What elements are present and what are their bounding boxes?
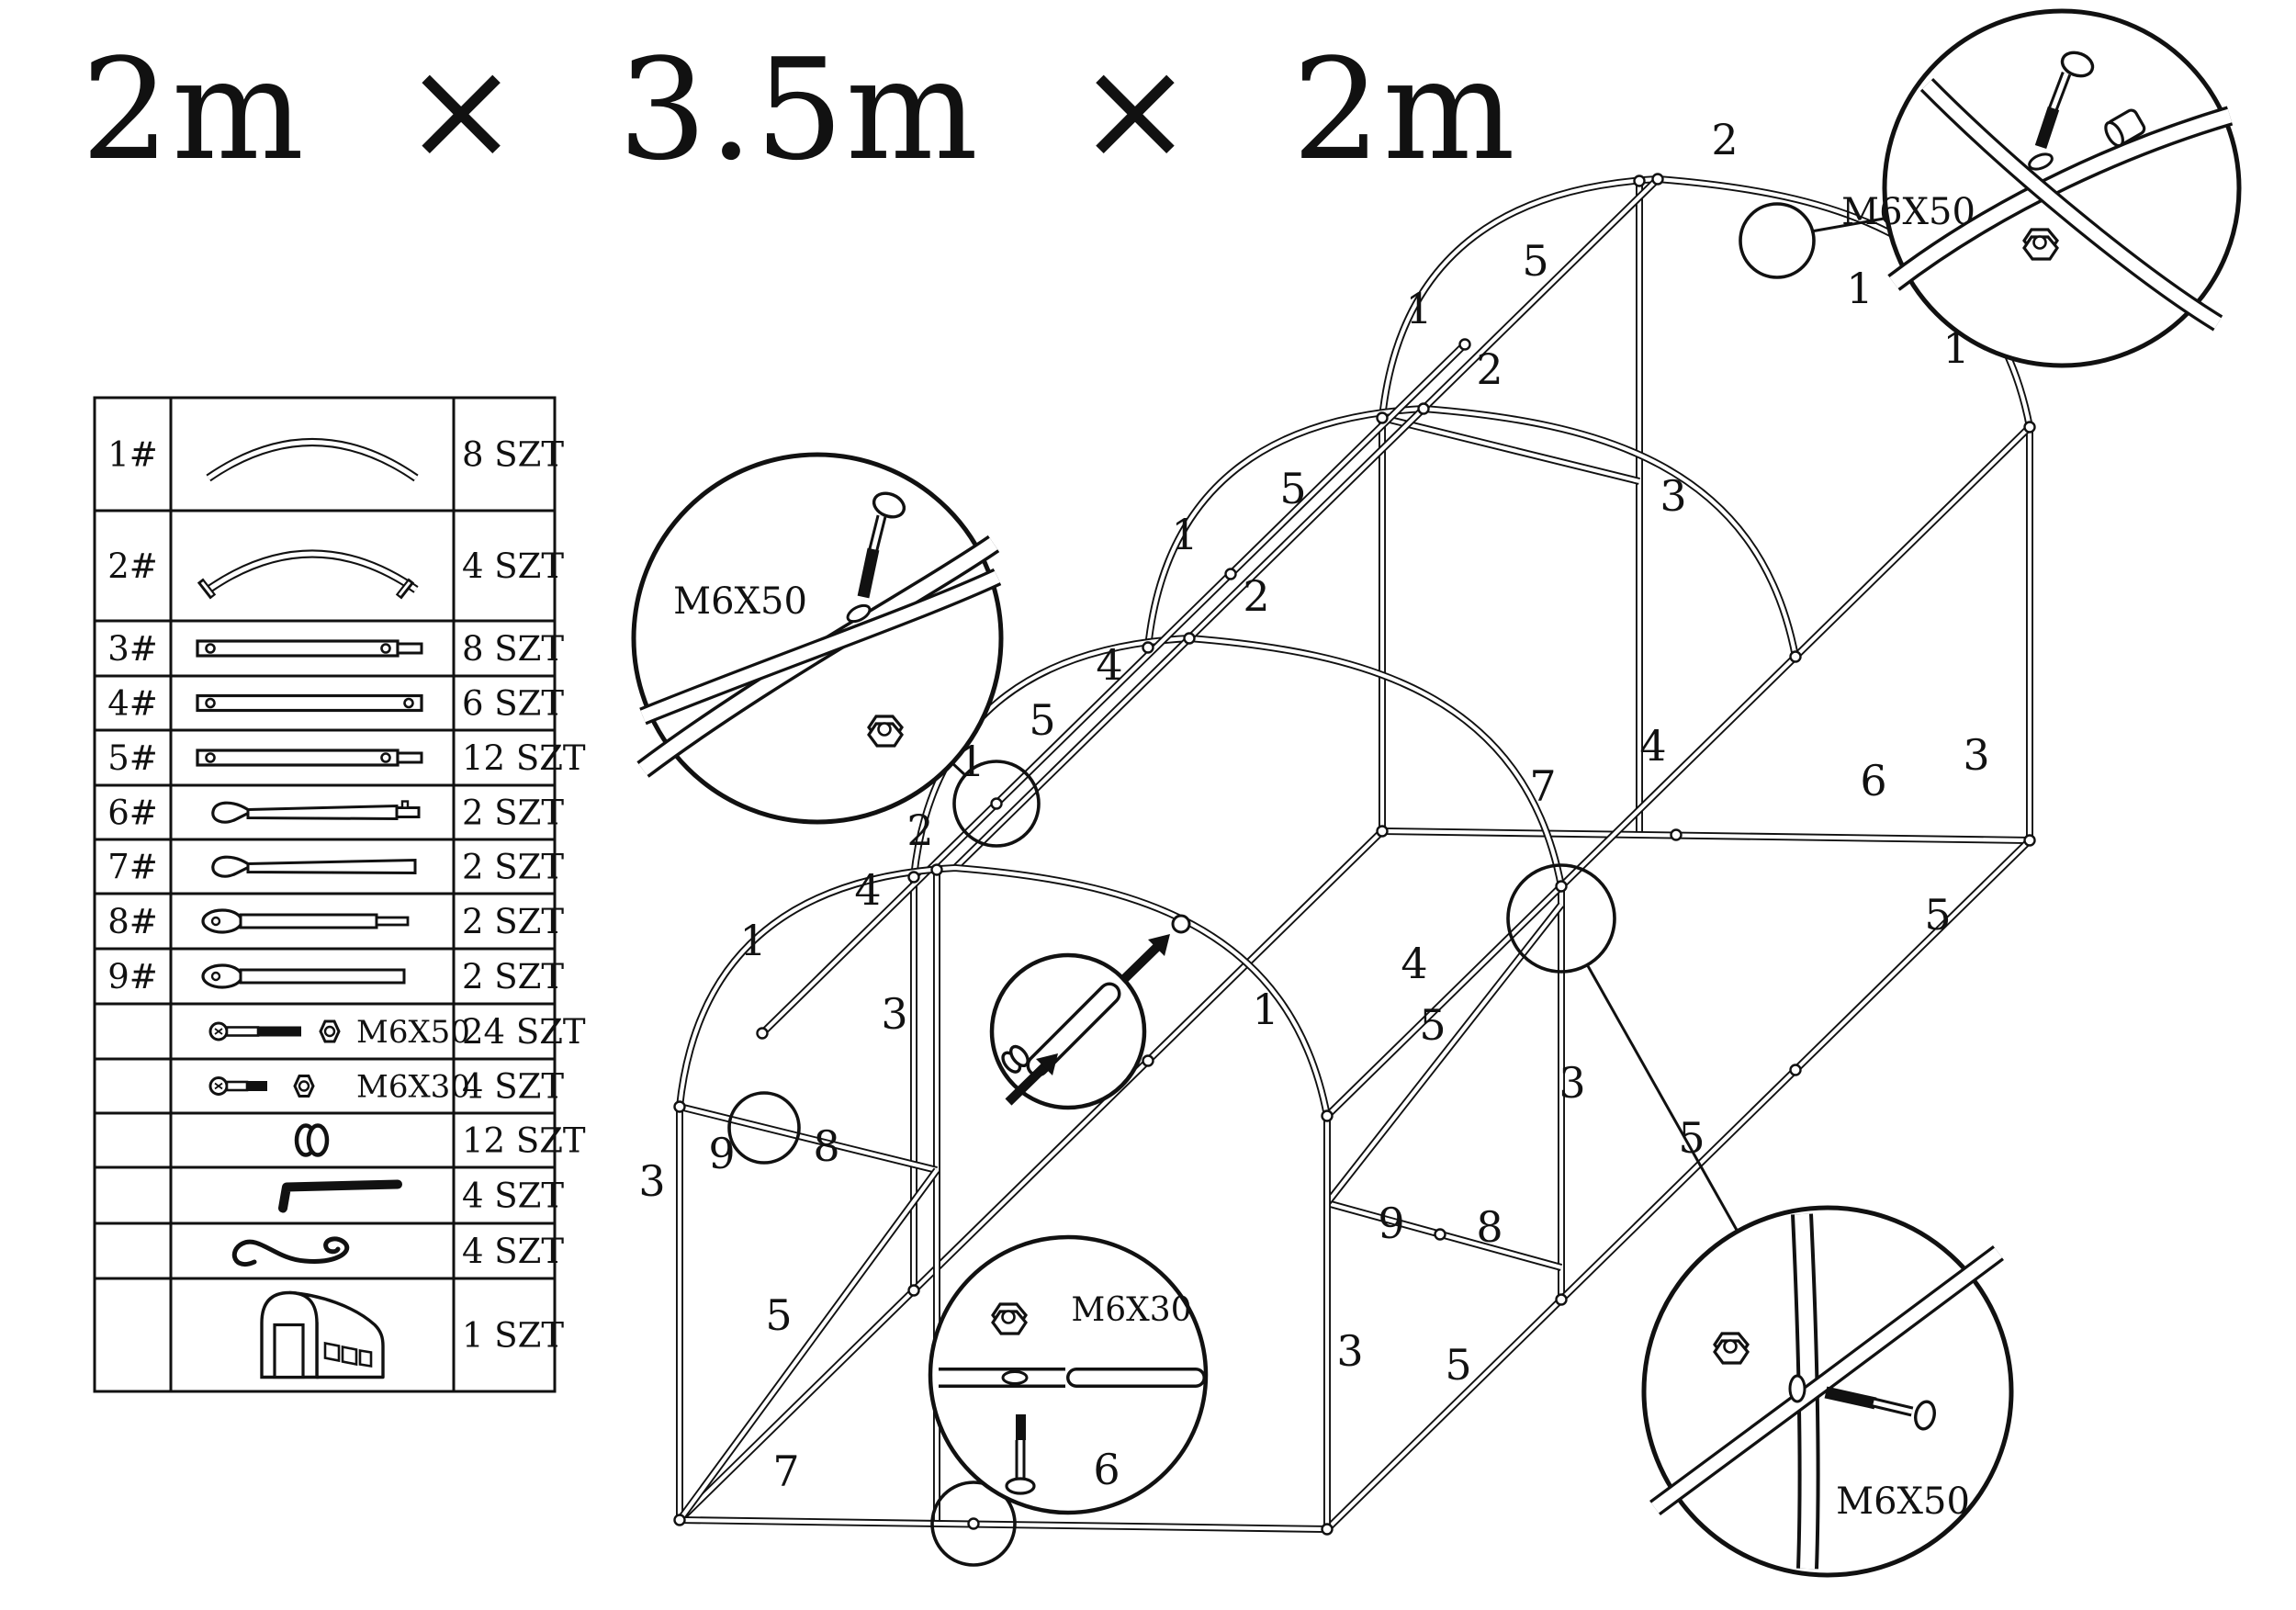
part-number-label: 8 bbox=[1476, 1202, 1503, 1252]
part-id: 4# bbox=[107, 683, 158, 724]
hex-nut bbox=[2024, 230, 2057, 259]
part-number-label: 1 bbox=[1405, 284, 1433, 333]
part-drawing bbox=[197, 750, 422, 765]
joint-ring bbox=[675, 1515, 685, 1526]
part-number-label: 3 bbox=[1660, 471, 1687, 521]
part-id: 1# bbox=[107, 434, 158, 475]
joint-ring bbox=[2025, 836, 2035, 846]
part-number-label: 3 bbox=[1559, 1058, 1586, 1108]
part-id: 7# bbox=[107, 847, 158, 887]
page-title: 2m × 3.5m × 2m bbox=[81, 28, 1517, 191]
joint-ring bbox=[1460, 340, 1470, 350]
part-number-label: 1 bbox=[1846, 264, 1874, 313]
part-quantity: 8 SZT bbox=[462, 629, 565, 669]
part-drawing bbox=[213, 857, 415, 876]
part-quantity: 2 SZT bbox=[462, 847, 565, 887]
part-number-label: 3 bbox=[1963, 730, 1990, 780]
hardware-size-label: M6X50 bbox=[356, 1014, 470, 1051]
part-quantity: 1 SZT bbox=[462, 1315, 565, 1356]
hex-nut bbox=[993, 1304, 1026, 1334]
joint-ring bbox=[1635, 176, 1645, 186]
part-number-label: 5 bbox=[1279, 464, 1307, 513]
part-id: 5# bbox=[107, 738, 158, 778]
part-number-label: 3 bbox=[638, 1156, 666, 1206]
bolt-detail-callout-bottom-right bbox=[1644, 1208, 2011, 1575]
joint-ring bbox=[1143, 643, 1154, 653]
hex-nut bbox=[1715, 1334, 1748, 1363]
callout-leader-line bbox=[1587, 964, 1738, 1232]
callout-label: M6X50 bbox=[1841, 191, 1975, 233]
part-number-label: 3 bbox=[1336, 1326, 1364, 1376]
part-number-label: 9 bbox=[1378, 1199, 1405, 1248]
joint-ring bbox=[1419, 404, 1429, 414]
part-quantity: 8 SZT bbox=[462, 434, 565, 475]
part-drawing bbox=[283, 1185, 398, 1209]
part-quantity: 12 SZT bbox=[462, 1120, 586, 1161]
joint-ring bbox=[1435, 1230, 1446, 1240]
part-number-label: 1 bbox=[1942, 323, 1970, 373]
part-number-label: 6 bbox=[1860, 756, 1887, 805]
part-number-label: 1 bbox=[739, 916, 767, 965]
bolt-detail-callout-bottom-center bbox=[930, 1237, 1206, 1513]
table-row bbox=[95, 1004, 586, 1059]
joint-ring bbox=[909, 873, 919, 883]
part-quantity: 4 SZT bbox=[462, 1232, 565, 1271]
part-number-label: 7 bbox=[772, 1447, 800, 1496]
joint-highlight-circle bbox=[1740, 204, 1814, 277]
part-quantity: 2 SZT bbox=[462, 793, 565, 833]
part-drawing bbox=[213, 802, 419, 823]
parts-table bbox=[95, 398, 586, 1391]
part-id: 3# bbox=[107, 629, 158, 669]
pipe-insert-detail-callout bbox=[992, 916, 1189, 1108]
table-row bbox=[95, 511, 564, 621]
callout-label: M6X30 bbox=[1071, 1291, 1192, 1329]
joint-ring bbox=[1653, 175, 1663, 185]
joint-ring bbox=[932, 865, 942, 875]
insert-arrow bbox=[1122, 916, 1189, 981]
part-quantity: 4 SZT bbox=[462, 1066, 565, 1107]
part-number-label: 2 bbox=[1476, 344, 1503, 394]
part-number-label: 2 bbox=[906, 805, 934, 855]
joint-ring bbox=[1322, 1525, 1333, 1535]
part-id: 2# bbox=[107, 546, 158, 586]
part-quantity: 2 SZT bbox=[462, 902, 565, 941]
part-drawing bbox=[200, 554, 416, 597]
table-row bbox=[95, 785, 564, 839]
joint-ring bbox=[1226, 569, 1236, 580]
joint-ring bbox=[909, 1286, 919, 1296]
part-quantity: 2 SZT bbox=[462, 957, 565, 996]
part-number-label: 9 bbox=[708, 1129, 736, 1178]
part-drawing bbox=[197, 696, 422, 711]
part-number-label: 8 bbox=[813, 1121, 840, 1171]
part-number-label: 1 bbox=[1252, 985, 1279, 1034]
hex-nut bbox=[869, 716, 902, 746]
part-quantity: 4 SZT bbox=[462, 1176, 565, 1216]
joint-ring bbox=[1557, 1295, 1567, 1305]
bolt-detail-callout-top-right bbox=[1841, 11, 2239, 366]
table-row bbox=[95, 621, 564, 676]
part-quantity: 12 SZT bbox=[462, 738, 586, 778]
part-number-label: 1 bbox=[1171, 510, 1199, 559]
joint-ring bbox=[758, 1029, 768, 1039]
part-number-label: 5 bbox=[1678, 1113, 1705, 1163]
joint-ring bbox=[2025, 422, 2035, 433]
part-drawing bbox=[203, 910, 408, 932]
table-row bbox=[95, 676, 564, 730]
part-number-label: 5 bbox=[765, 1290, 793, 1340]
table-row bbox=[95, 1223, 564, 1278]
joint-ring bbox=[1671, 830, 1682, 840]
part-number-label: 5 bbox=[1029, 695, 1056, 745]
part-drawing bbox=[210, 1076, 313, 1097]
part-number-label: 3 bbox=[881, 989, 908, 1039]
part-quantity: 6 SZT bbox=[462, 683, 565, 724]
table-row bbox=[95, 839, 564, 894]
joint-ring bbox=[992, 799, 1002, 809]
part-id: 8# bbox=[107, 902, 158, 941]
part-number-label: 7 bbox=[1529, 761, 1557, 811]
part-number-label: 5 bbox=[1522, 236, 1549, 286]
part-number-label: 5 bbox=[1445, 1340, 1472, 1390]
part-number-label: 4 bbox=[1639, 721, 1667, 771]
part-number-label: 4 bbox=[1096, 640, 1123, 690]
part-drawing bbox=[210, 1021, 339, 1041]
part-number-label: 2 bbox=[1711, 115, 1739, 164]
table-row bbox=[95, 730, 586, 785]
joint-ring bbox=[1791, 1065, 1801, 1075]
part-number-label: 5 bbox=[1924, 890, 1952, 940]
part-number-label: 1 bbox=[958, 737, 985, 786]
part-drawing bbox=[203, 965, 404, 987]
part-number-label: 2 bbox=[1243, 571, 1270, 621]
part-drawing bbox=[197, 641, 422, 656]
joint-ring bbox=[1557, 882, 1567, 892]
table-row bbox=[95, 949, 564, 1004]
table-row bbox=[95, 1113, 586, 1167]
hardware-size-label: M6X30 bbox=[356, 1068, 470, 1106]
part-drawing bbox=[297, 1126, 327, 1155]
table-row bbox=[95, 398, 564, 511]
part-drawing bbox=[262, 1293, 383, 1378]
joint-ring bbox=[1143, 1056, 1154, 1066]
part-number-label: 6 bbox=[1093, 1445, 1120, 1494]
joint-ring bbox=[675, 1102, 685, 1112]
joint-ring bbox=[1378, 827, 1388, 837]
part-number-label: 4 bbox=[1401, 939, 1428, 988]
part-drawing bbox=[234, 1239, 346, 1265]
joint-ring bbox=[1185, 634, 1195, 644]
table-row bbox=[95, 1167, 564, 1223]
table-row bbox=[95, 1278, 564, 1391]
part-quantity: 24 SZT bbox=[462, 1012, 586, 1052]
part-quantity: 4 SZT bbox=[462, 546, 565, 586]
bolt-detail-callout-mid-left bbox=[634, 455, 1001, 822]
joint-ring bbox=[1322, 1111, 1333, 1121]
joint-ring bbox=[1378, 413, 1388, 423]
joint-ring bbox=[1791, 652, 1801, 662]
table-row bbox=[95, 894, 564, 949]
part-number-label: 4 bbox=[854, 865, 882, 915]
table-row bbox=[95, 1059, 564, 1113]
callout-label: M6X50 bbox=[673, 580, 807, 623]
callout-label: M6X50 bbox=[1836, 1481, 1970, 1523]
part-id: 9# bbox=[107, 957, 158, 996]
part-id: 6# bbox=[107, 793, 158, 833]
joint-ring bbox=[969, 1519, 979, 1529]
part-drawing bbox=[208, 443, 416, 478]
part-number-label: 5 bbox=[1419, 1000, 1446, 1050]
